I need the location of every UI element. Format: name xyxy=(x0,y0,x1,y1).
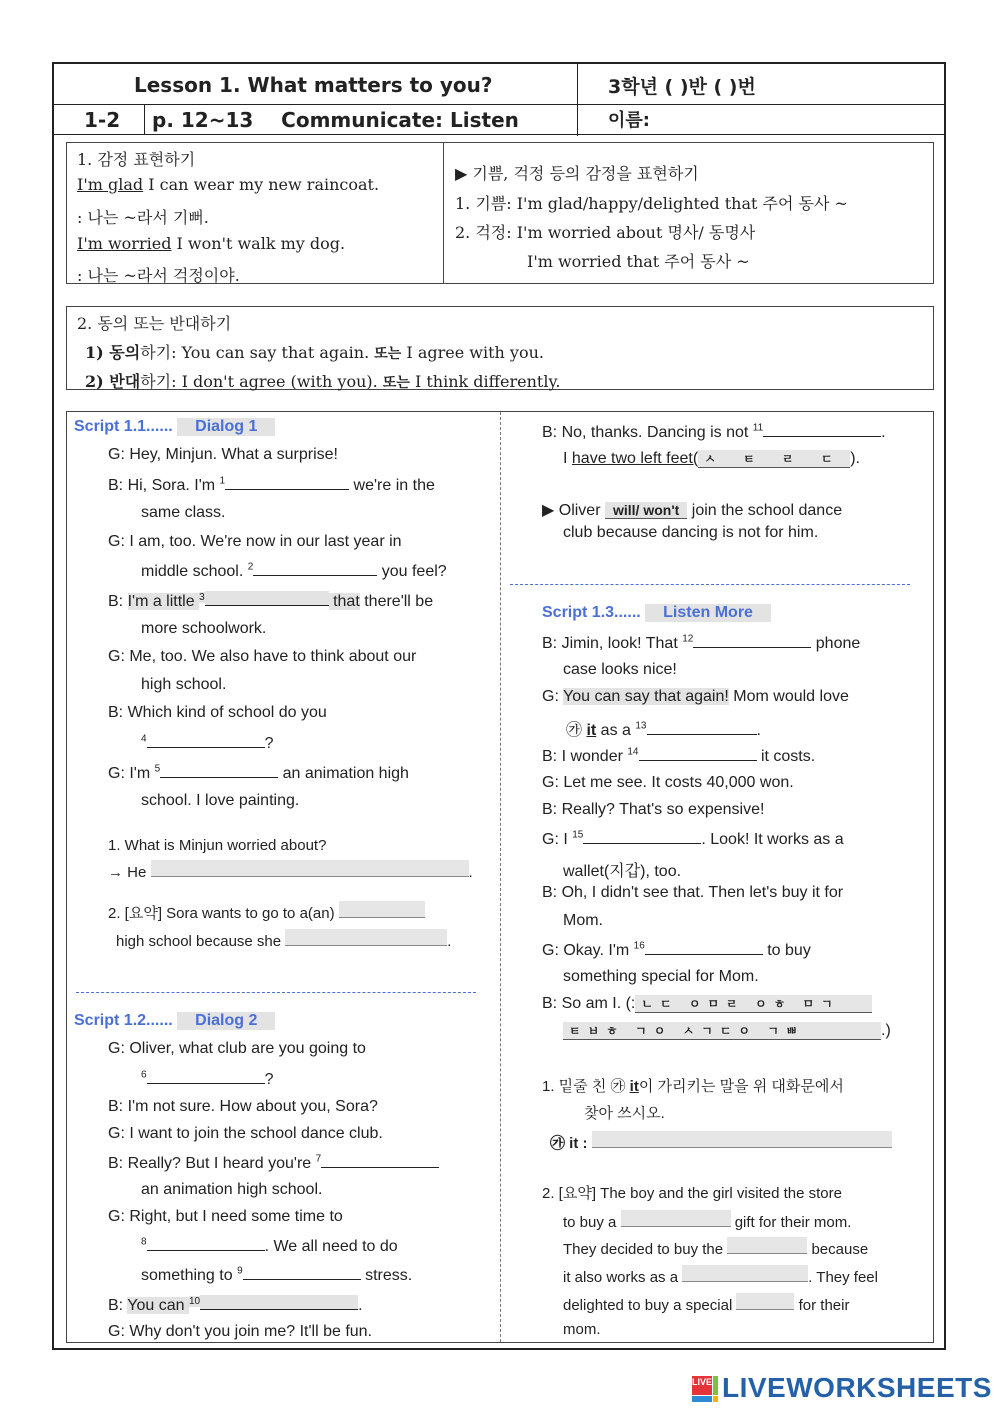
dialog2-line: an animation high school. xyxy=(141,1181,323,1198)
dialog3-line: G: Okay. I'm $^{16}$ to buy xyxy=(542,940,811,959)
dialog1-line: G: I am, too. We're now in our last year in xyxy=(108,533,402,550)
question-1: 1. What is Minjun worried about? xyxy=(108,837,327,854)
question-4-line: to buy a gift for their mom. xyxy=(563,1210,851,1231)
summary-input-2[interactable] xyxy=(285,929,447,946)
emotion-example-2: I'm worried I won't walk my dog. xyxy=(77,234,346,253)
emotion-example-1: I'm glad I can wear my new raincoat. xyxy=(77,175,380,194)
question-4-line: it also works as a . They feel xyxy=(563,1265,878,1286)
blank-11[interactable] xyxy=(763,422,881,437)
dialog1-line: G: Hey, Minjun. What a surprise! xyxy=(108,446,338,463)
dialog1-line: B: Which kind of school do you xyxy=(108,704,327,721)
dialog1-line: $^4$ ? xyxy=(141,733,274,752)
header-divider xyxy=(577,64,578,136)
dialog3-line: G: Let me see. It costs 40,000 won. xyxy=(542,774,794,791)
dialog1-line: school. I love painting. xyxy=(141,792,300,809)
dialog3-line: G: You can say that again! Mom would love xyxy=(542,688,849,705)
summary-input-5[interactable] xyxy=(682,1265,808,1282)
dialog2-line: G: Oliver, what club are you going to xyxy=(108,1040,366,1057)
emotion-heading: 1. 감정 표현하기 xyxy=(77,150,196,169)
dialog3-line: case looks nice! xyxy=(563,661,677,678)
dialog2-line: $^8$ . We all need to do xyxy=(141,1236,398,1255)
question-2: 2. [요약] Sora wants to go to a(an) xyxy=(108,901,425,923)
script-1-2-header: Script 1.2...... Dialog 2 xyxy=(74,1012,275,1030)
emotion-box-divider xyxy=(443,143,444,283)
emotion-rule-heading: ▶ 기쁨, 걱정 등의 감정을 표현하기 xyxy=(455,164,699,183)
dialog3-line: B: Really? That's so expensive! xyxy=(542,801,765,818)
blank-8[interactable] xyxy=(147,1236,265,1251)
agree-box xyxy=(66,306,934,390)
blank-14[interactable] xyxy=(639,746,757,761)
answer-1: → He . xyxy=(108,860,473,881)
dialog1-line: G: I'm $^5$ an animation high xyxy=(108,763,409,782)
hint-box[interactable]: ㅅ ㅌ ㄹ ㄷ xyxy=(698,450,850,468)
dialog1-line: B: Hi, Sora. I'm $^1$ we're in the xyxy=(108,475,435,494)
dialog2-line: G: Right, but I need some time to xyxy=(108,1208,343,1225)
hint-box[interactable]: ㄴㄷ ㅇㅁㄹ ㅇㅎ ㅁㄱ xyxy=(635,995,872,1013)
disagree-line: 2) 반대하기: I don't agree (with you). 또는 I think differently. xyxy=(85,372,561,391)
summary-input-6[interactable] xyxy=(736,1293,794,1310)
dialog2-line: B: You can $^{10}$ . xyxy=(108,1295,363,1314)
question-3-cont: 찾아 쓰시오. xyxy=(584,1105,665,1122)
dialog3-line: B: So am I. (: ㄴㄷ ㅇㅁㄹ ㅇㅎ ㅁㄱ xyxy=(542,995,872,1013)
blank-7[interactable] xyxy=(321,1153,439,1168)
emotion-meaning-2: : 나는 ~라서 걱정이야. xyxy=(77,266,240,285)
script-1-1-header: Script 1.1...... Dialog 1 xyxy=(74,418,275,436)
agree-line: 1) 동의하기: You can say that again. 또는 I agree with you. xyxy=(85,343,544,362)
section-divider xyxy=(510,584,910,585)
dialog1-line: middle school. $^2$ you feel? xyxy=(141,561,447,580)
dialog3-line: something special for Mom. xyxy=(563,968,759,985)
dialog1-line: more schoolwork. xyxy=(141,620,267,637)
emotion-rule-worried-2: I'm worried that 주어 동사 ~ xyxy=(527,252,750,271)
will-wont-choice[interactable]: will/ won't xyxy=(605,502,687,519)
question-3: 1. 밑줄 친 ㉮ it이 가리키는 말을 위 대화문에서 xyxy=(542,1078,844,1095)
dialog2-line: $^6$ ? xyxy=(141,1069,274,1088)
question-4-line: They decided to buy the because xyxy=(563,1237,868,1258)
blank-1[interactable] xyxy=(225,475,349,490)
blank-4[interactable] xyxy=(147,733,265,748)
dialog2-line: G: I want to join the school dance club. xyxy=(108,1125,383,1142)
section-divider xyxy=(76,992,476,993)
blank-6[interactable] xyxy=(147,1069,265,1084)
logo-mark: LIVE xyxy=(692,1376,712,1395)
question-4: 2. [요약] The boy and the girl visited the store xyxy=(542,1185,842,1202)
dialog2-line: B: No, thanks. Dancing is not $^{11}$ . xyxy=(542,422,886,441)
answer-it: ㉮ it : xyxy=(550,1131,892,1153)
summary-input-1[interactable] xyxy=(339,901,425,918)
dialog3-line: G: I $^{15}$ . Look! It works as a xyxy=(542,829,844,848)
dialog3-line: wallet(지갑), too. xyxy=(563,863,682,880)
summary-input-3[interactable] xyxy=(621,1210,731,1227)
blank-3[interactable] xyxy=(205,591,329,606)
oliver-question: ▶ Oliver will/ won't join the school dance xyxy=(542,502,843,519)
emotion-meaning-1: : 나는 ~라서 기뻐. xyxy=(77,208,209,227)
dialog1-line: G: Me, too. We also have to think about our xyxy=(108,648,417,665)
emotion-rule-worried: 2. 걱정: I'm worried about 명사/ 동명사 xyxy=(455,223,756,242)
dialog3-line: B: Oh, I didn't see that. Then let's buy it for xyxy=(542,884,844,901)
dialog3-line: ㉮ it as a $^{13}$ . xyxy=(566,720,761,739)
answer-it-input[interactable] xyxy=(592,1131,892,1148)
dialog3-line: Mom. xyxy=(563,912,603,929)
header-divider-small xyxy=(144,104,145,135)
dialog1-line: same class. xyxy=(141,504,226,521)
agree-heading: 2. 동의 또는 반대하기 xyxy=(77,314,232,333)
hint-box[interactable]: ㅌㅂㅎ ㄱㅇ ㅅㄱㄷㅇ ㄱㅃ xyxy=(563,1022,881,1040)
blank-9[interactable] xyxy=(243,1265,361,1280)
blank-10[interactable] xyxy=(200,1295,358,1310)
lesson-title: Lesson 1. What matters to you? xyxy=(134,73,493,97)
blank-5[interactable] xyxy=(160,763,278,778)
summary-input-4[interactable] xyxy=(727,1237,807,1254)
dialog2-line: something to $^9$ stress. xyxy=(141,1265,413,1284)
dialog1-line: B: I'm a little $^3$ that there'll be xyxy=(108,591,434,610)
dialog2-line: I have two left feet( ㅅ ㅌ ㄹ ㄷ ). xyxy=(563,450,860,467)
emotion-box xyxy=(66,142,934,284)
blank-13[interactable] xyxy=(647,720,757,735)
blank-12[interactable] xyxy=(693,633,811,648)
name-label: 이름: xyxy=(608,110,650,131)
dialog3-line: B: Jimin, look! That $^{12}$ phone xyxy=(542,633,861,652)
dialog2-line: B: I'm not sure. How about you, Sora? xyxy=(108,1098,378,1115)
question-4-line: delighted to buy a special for their xyxy=(563,1293,849,1314)
question-2-cont: high school because she . xyxy=(116,929,451,950)
page-topic: p. 12~13 Communicate: Listen xyxy=(152,108,519,132)
answer-1-input[interactable] xyxy=(151,860,469,877)
oliver-question-cont: club because dancing is not for him. xyxy=(563,524,819,541)
column-divider xyxy=(500,412,501,1342)
dialog1-line: high school. xyxy=(141,676,227,693)
question-4-line: mom. xyxy=(563,1321,601,1338)
emotion-rule-glad: 1. 기쁨: I'm glad/happy/delighted that 주어 동사 ~ xyxy=(455,194,848,213)
grade-class-number: 3학년 ( )반 ( )번 xyxy=(608,76,756,98)
brand-name: LIVEWORKSHEETS xyxy=(722,1372,992,1403)
dialog2-line: G: Why don't you join me? It'll be fun. xyxy=(108,1323,373,1340)
dialog3-line: ㅌㅂㅎ ㄱㅇ ㅅㄱㄷㅇ ㄱㅃ .) xyxy=(563,1022,891,1040)
blank-16[interactable] xyxy=(645,940,763,955)
section-number: 1-2 xyxy=(84,108,121,132)
blank-2[interactable] xyxy=(253,561,377,576)
dialog3-line: B: I wonder $^{14}$ it costs. xyxy=(542,746,816,765)
dialog2-line: B: Really? But I heard you're $^7$ xyxy=(108,1153,439,1173)
script-1-3-header: Script 1.3...... Listen More xyxy=(542,604,771,622)
blank-15[interactable] xyxy=(583,829,701,844)
